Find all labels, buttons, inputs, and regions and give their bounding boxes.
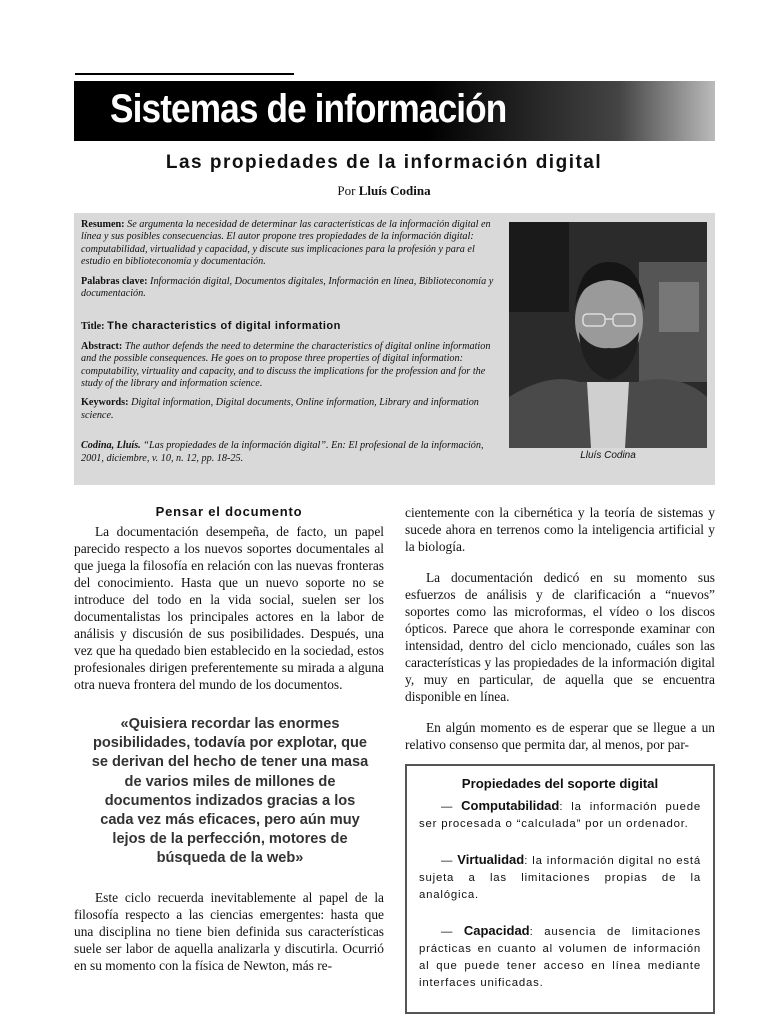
left-paragraph-1: La documentación desempeña, de facto, un papel parecido respecto a los nuevos soportes documentales al que juega la filosofía en relación con las nuevas fronteras del conocimiento. Hasta que un nuevo soporte no se introduce del todo en la vida social, suelen ser los documentalistas los principales actores en la labor de análisis y discusión de sus posibilidades. Después, una vez que ha quedado bien establecido en la sociedad, estos profesionales dirigen preferentemente su mirada a alguna otra nueva frontera del mundo de los documentos. xyxy=(74,524,384,692)
sidebar-definition: : ausencia de limitaciones prácticas en cuanto al volumen de información al que puede tener acceso en línea mediante interfaces unificadas. xyxy=(419,926,701,989)
right-paragraph-1: cientemente con la cibernética y la teoría de sistemas y sucede ahora en terrenos como la inteligencia artificial y la biología. xyxy=(405,505,715,554)
title-label: Title: xyxy=(81,321,105,333)
sidebar-item-capacidad xyxy=(419,922,701,992)
keywords-text: Digital information, Digital documents, Online information, Library and information science. xyxy=(81,397,479,421)
photo-caption: Lluís Codina xyxy=(580,450,636,461)
header-rule xyxy=(75,73,294,75)
right-paragraph-3: En algún momento es de esperar que se llegue a un relativo consenso que permita dar, al menos, por par- xyxy=(405,720,715,752)
palabras-text: Información digital, Documentos digitales, Información en línea, Biblioteconomía y documentación. xyxy=(81,275,494,300)
sidebar-dash: — xyxy=(441,855,458,867)
pull-quote: «Quisiera recordar las enormes posibilidades, todavía por explotar, que se derivan del hecho de tener una masa de varios miles de millones de documentos indizados gracias a los cada vez más eficaces, pero aún muy lejos de la perfección, motores de búsqueda de la web» xyxy=(91,716,369,867)
english-title xyxy=(81,320,496,333)
right-column xyxy=(405,504,715,753)
palabras-label: Palabras clave: xyxy=(81,275,148,287)
citation xyxy=(81,440,496,465)
palabras-clave xyxy=(81,276,496,301)
sidebar-item-computabilidad xyxy=(419,797,701,833)
sidebar-item-virtualidad xyxy=(419,851,701,904)
properties-sidebar xyxy=(405,764,715,1014)
abstract-text xyxy=(81,219,496,472)
abstract-box xyxy=(74,213,715,485)
author-portrait-image xyxy=(509,222,707,448)
sidebar-dash: — xyxy=(441,801,462,813)
keywords-label: Keywords: xyxy=(81,397,129,409)
sidebar-term: Capacidad xyxy=(463,923,530,938)
abstract-label: Abstract: xyxy=(81,340,123,352)
section-banner xyxy=(74,81,715,141)
left-paragraph-2: Este ciclo recuerda inevitablemente al papel de la filosofía respecto a las ciencias emergentes: hasta que una disciplina no tiene bien definida sus características suele ser labor de aquella analizarla y discutirla. Ocurrió en su momento con la física de Newton, más re- xyxy=(74,889,384,973)
section-title: Sistemas de información xyxy=(110,87,507,131)
abstract xyxy=(81,341,496,391)
byline-prefix: Por xyxy=(337,183,356,198)
byline-author: Lluís Codina xyxy=(358,183,431,198)
sidebar-term: Virtualidad xyxy=(457,852,525,867)
right-paragraph-2: La documentación dedicó en su momento sus esfuerzos de análisis y de clarificación a “nuevos” soportes como las microformas, el vídeo o los discos ópticos. Parece que ahora le corresponde examinar con intensidad, dentro del ciclo mencionado, cuáles son las características y las propiedades de la información digital y, muy en particular, de aquella que se encuentra disponible en línea. xyxy=(405,570,715,704)
sidebar-title: Propiedades del soporte digital xyxy=(461,776,659,791)
citation-text: “Las propiedades de la información digital”. En: El profesional de la información, 2001, diciembre, v. 10, n. 12, pp. 18-25. xyxy=(81,440,484,464)
citation-author: Codina, Lluís. xyxy=(81,440,141,452)
sidebar-dash: — xyxy=(441,926,464,938)
article-title: Las propiedades de la información digital xyxy=(165,152,603,173)
sidebar-definition: : la información puede ser procesada o “calculada” por un ordenador. xyxy=(419,801,701,830)
sidebar-term: Computabilidad xyxy=(461,798,560,813)
keywords xyxy=(81,397,496,422)
author-photo xyxy=(509,222,707,448)
byline xyxy=(0,183,768,199)
abstract-text-en: The author defends the need to determine the characteristics of digital online information and the possible consequences. He goes on to propose three properties of digital information: computability, virtuality and capacity, and to discuss the implications for the profession and for the study of the library and information science. xyxy=(81,340,491,390)
left-column xyxy=(74,504,384,974)
resumen-label: Resumen: xyxy=(81,219,125,230)
sidebar-definition: : la información digital no está sujeta a las limitaciones propias de la analógica. xyxy=(419,855,702,901)
section-heading: Pensar el documento xyxy=(155,504,303,519)
resumen-text: Se argumenta la necesidad de determinar las características de la información digital en línea y sus posibles consecuencias. El autor propone tres propiedades de la información digital: computabilidad, virtualidad y capacidad, y discute sus implicaciones para la profesión y para el estudio en biblioteconomía y documentación. xyxy=(81,219,491,268)
resumen xyxy=(81,219,496,269)
english-title-text: The characteristics of digital information xyxy=(107,320,341,333)
